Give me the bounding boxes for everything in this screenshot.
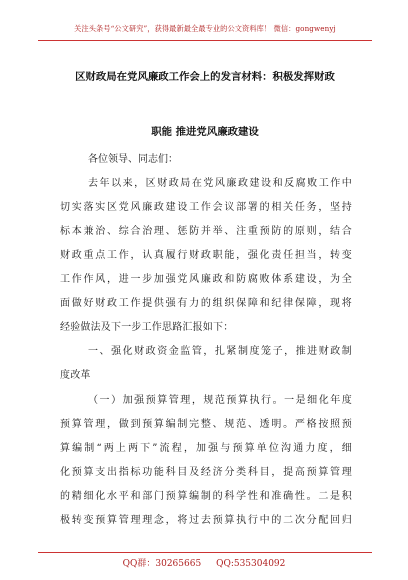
footer-divider bbox=[38, 552, 372, 553]
footer-qq-contact[interactable]: QQ:535304092 bbox=[216, 559, 286, 569]
body-line: 标本兼治、综合治理、惩防并举、注重预防的原则，结合 bbox=[60, 226, 352, 237]
body-line: （一）加强预算管理，规范预算执行。一是细化年度 bbox=[88, 395, 352, 406]
header-banner[interactable]: 关注头条号“公文研究”，获得最新最全最专业的公文资料库！ 微信：gongwenyj bbox=[74, 24, 336, 33]
body-line: 面做好财政工作提供强有力的组织保障和纪律保障，现将 bbox=[60, 298, 352, 309]
footer-qq-group[interactable]: QQ群：30265665 bbox=[122, 559, 202, 569]
footer bbox=[0, 556, 408, 569]
body-line: 算编制“两上两下”流程，加强与预算单位沟通力度，细 bbox=[60, 443, 352, 454]
section-heading-line: 一、强化财政资金监管，扎紧制度笼子，推进财政制 bbox=[88, 346, 352, 357]
body-line: 化预算支出指标功能科目及经济分类科目，提高预算管理 bbox=[60, 467, 352, 478]
body-line: 去年以来，区财政局在党风廉政建设和反腐败工作中 bbox=[88, 178, 352, 189]
body-line: 切实落实区党风廉政建设工作会议部署的相关任务，坚持 bbox=[60, 202, 352, 213]
section-heading-line: 度改革 bbox=[60, 370, 91, 381]
body-line: 财政重点工作，认真履行财政职能，强化责任担当，转变 bbox=[60, 250, 352, 261]
greeting: 各位领导、同志们： bbox=[88, 154, 178, 165]
body-line: 极转变预算管理理念，将过去预算执行中的二次分配回归 bbox=[60, 515, 352, 526]
body-line: 工作作风，进一步加强党风廉政和防腐败体系建设，为全 bbox=[60, 274, 352, 285]
body-line: 的精细化水平和部门预算编制的科学性和准确性。二是积 bbox=[60, 491, 352, 502]
body-line: 经验做法及下一步工作思路汇报如下： bbox=[60, 322, 234, 333]
document-title-line-1: 区财政局在党风廉政工作会上的发言材料：积极发挥财政 bbox=[75, 71, 335, 83]
body-line: 预算管理，做到预算编制完整、规范、透明。严格按照预 bbox=[60, 419, 352, 430]
document-title-line-2: 职能 推进党风廉政建设 bbox=[151, 126, 259, 138]
header-divider bbox=[38, 40, 372, 41]
